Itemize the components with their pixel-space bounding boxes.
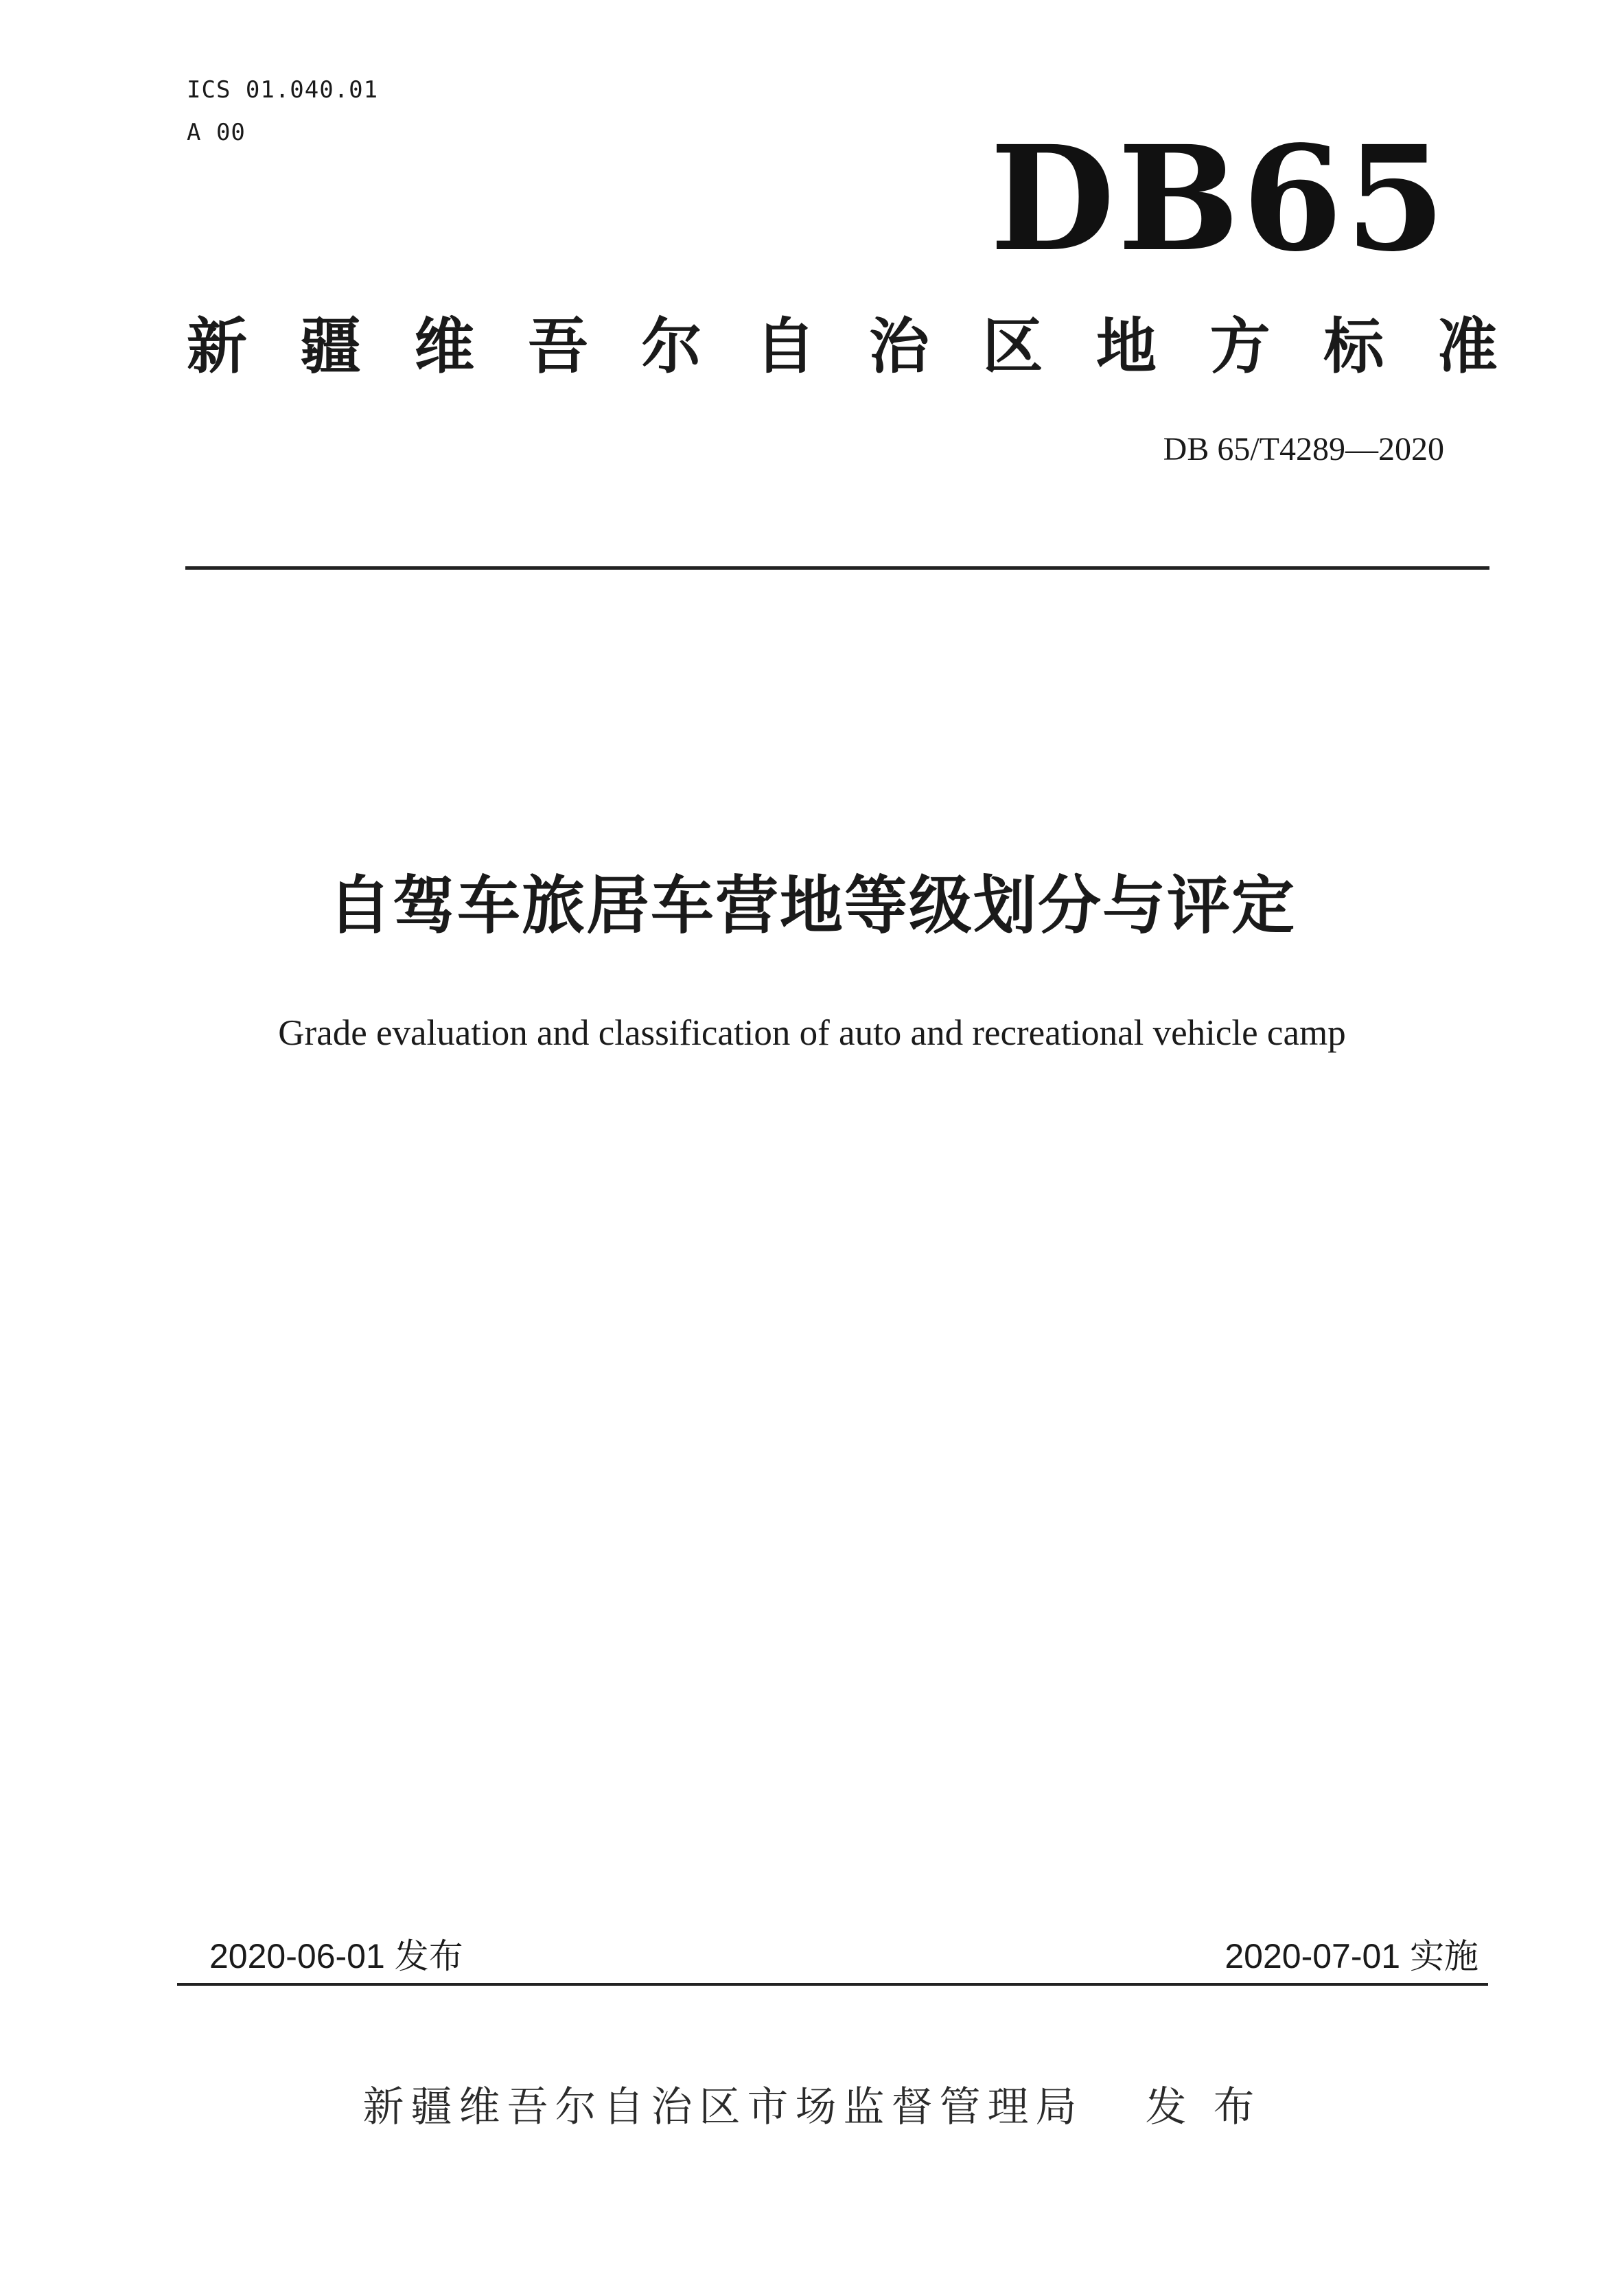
standard-name-char: 方 [1209,311,1271,382]
standard-name-char: 尔 [641,311,702,382]
standard-name-char: 地 [1096,311,1157,382]
standard-name-char: 治 [868,311,929,382]
standard-name-char: 新 [187,311,248,382]
standard-name-char: 吾 [527,311,588,382]
standard-name-char: 维 [414,311,475,382]
standard-prefix: DB65 [990,114,1448,283]
title-english: Grade evaluation and classification of auto and recreational vehicle camp [278,1013,1346,1053]
footer-divider [177,1983,1488,1986]
standard-name-char: 区 [982,311,1043,382]
header-divider [185,566,1489,570]
standard-name-char: 准 [1437,311,1498,382]
publisher-name: 新疆维吾尔自治区市场监督管理局 [362,2083,1084,2131]
implementation-date: 2020-07-01 实施 [1225,1937,1478,1975]
classification-codes [187,69,378,154]
standard-name [187,309,1498,384]
publisher-line [0,2080,1624,2135]
ics-code: ICS 01.040.01 [187,76,379,104]
standard-number: DB 65/T4289—2020 [1163,431,1444,467]
standard-name-char: 疆 [300,311,361,382]
ccs-code: A 00 [187,119,246,146]
standard-name-char: 标 [1323,311,1384,382]
standard-name-char: 自 [755,311,816,382]
publisher-action: 发 布 [1145,2083,1262,2131]
issue-date: 2020-06-01 发布 [209,1937,463,1975]
title-chinese: 自驾车旅居车营地等级划分与评定 [327,869,1296,942]
